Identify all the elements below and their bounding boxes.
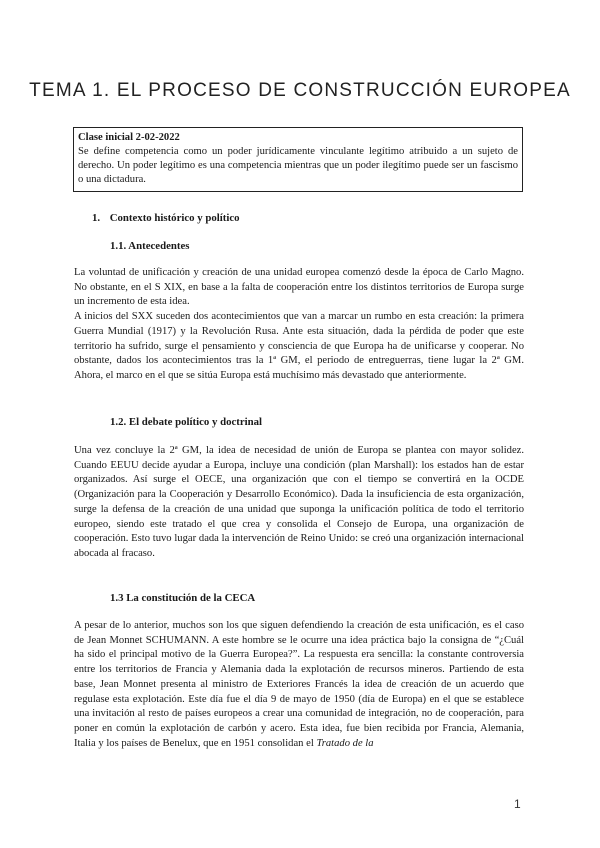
class-note-box	[73, 127, 523, 192]
antecedentes-body	[74, 266, 524, 384]
subsection-heading-debate: 1.2. El debate político y doctrinal	[110, 416, 263, 428]
subsection-heading-antecedentes: 1.1. Antecedentes	[110, 240, 190, 252]
subsection-heading-ceca: 1.3 La constitución de la CECA	[110, 592, 256, 604]
page-title: TEMA 1. EL PROCESO DE CONSTRUCCIÓN EUROPEA	[29, 80, 571, 101]
paragraph-text: A pesar de lo anterior, muchos son los que siguen defendiendo la creación de esta unificación, es el caso de Jean Monnet SCHUMANN. A este hombre se le ocurre una idea práctica bajo la consigna de “¿Cuál ha sido el principal motivo de la Guerra Europea?”. La respuesta era sencilla: la constante controversia entre los territorios de Francia y Alemania dada la explotación de recursos mineros. Partiendo de esta base, Jean Monnet presenta al ministro de Exteriores Francés la idea de creación de un acuerdo que regulase esta explotación. Este día fue el día 9 de mayo de 1950 (día de Europa) en el que se establece una invitación al resto de países europeos a crear una comunidad de integración, no de cooperación, para poner en común la explotación de carbón y acero. Esta idea, fue bien recibida por Francia, Alemania, Italia y los países de Benelux, que en 1951 consolidan el	[74, 620, 524, 749]
treaty-name-italic: Tratado de la	[316, 737, 374, 749]
debate-body	[74, 444, 524, 562]
ceca-body	[74, 619, 524, 751]
section-number: 1.	[92, 212, 101, 224]
class-note-heading: Clase inicial 2-02-2022	[78, 132, 180, 143]
paragraph: A inicios del SXX suceden dos acontecimientos que van a marcar un rumbo en esta creación: la primera Guerra Mundial (1917) y la Revolución Rusa. Ante esta situación, dada la pérdida de poder que este territorio ha sufrido, surge el pensamiento y consciencia de que Europa ha de unificarse y cooperar. No obstante, dados los acontecimientos tras la 1ª GM, el periodo de entreguerras, tiene lugar la 2ª GM. Ahora, el marco en el que se sitúa Europa está muchísimo más devastado que anteriormente.	[74, 311, 524, 381]
page-number: 1	[514, 797, 521, 811]
section-heading-context	[92, 212, 240, 224]
paragraph: Una vez concluye la 2ª GM, la idea de necesidad de unión de Europa se plantea con mayor solidez. Cuando EEUU decide ayudar a Europa, incluye una condición (plan Marshall): los estados han de estar organizados. Así surge el OECE, una organización que con el tiempo se convertirá en la OCDE (Organización para la Cooperación y Desarrollo Económico). Dada la insuficiencia de esta organización, surge la defensa de la creación de una unidad que suponga la unificación política de todo el territorio europeo, siendo este tratado el que crea y consolida el Consejo de Europa, una organización de cooperación. Esto tuvo lugar dada la intervención de Reino Unido: se creó una organización internacional abocada al fracaso.	[74, 445, 524, 559]
class-note-text: Se define competencia como un poder jurídicamente vinculante legítimo atribuido a un sujeto de derecho. Un poder legítimo es una competencia mientras que un poder ilegítimo puede ser un fascismo o una dictadura.	[78, 146, 518, 185]
section-title: Contexto histórico y político	[109, 212, 240, 224]
paragraph	[74, 619, 524, 751]
paragraph: La voluntad de unificación y creación de una unidad europea comenzó desde la época de Carlo Magno. No obstante, en el S XIX, en base a la falta de cooperación entre los distintos territorios de Europa surge un incremento de esta idea.	[74, 267, 524, 308]
